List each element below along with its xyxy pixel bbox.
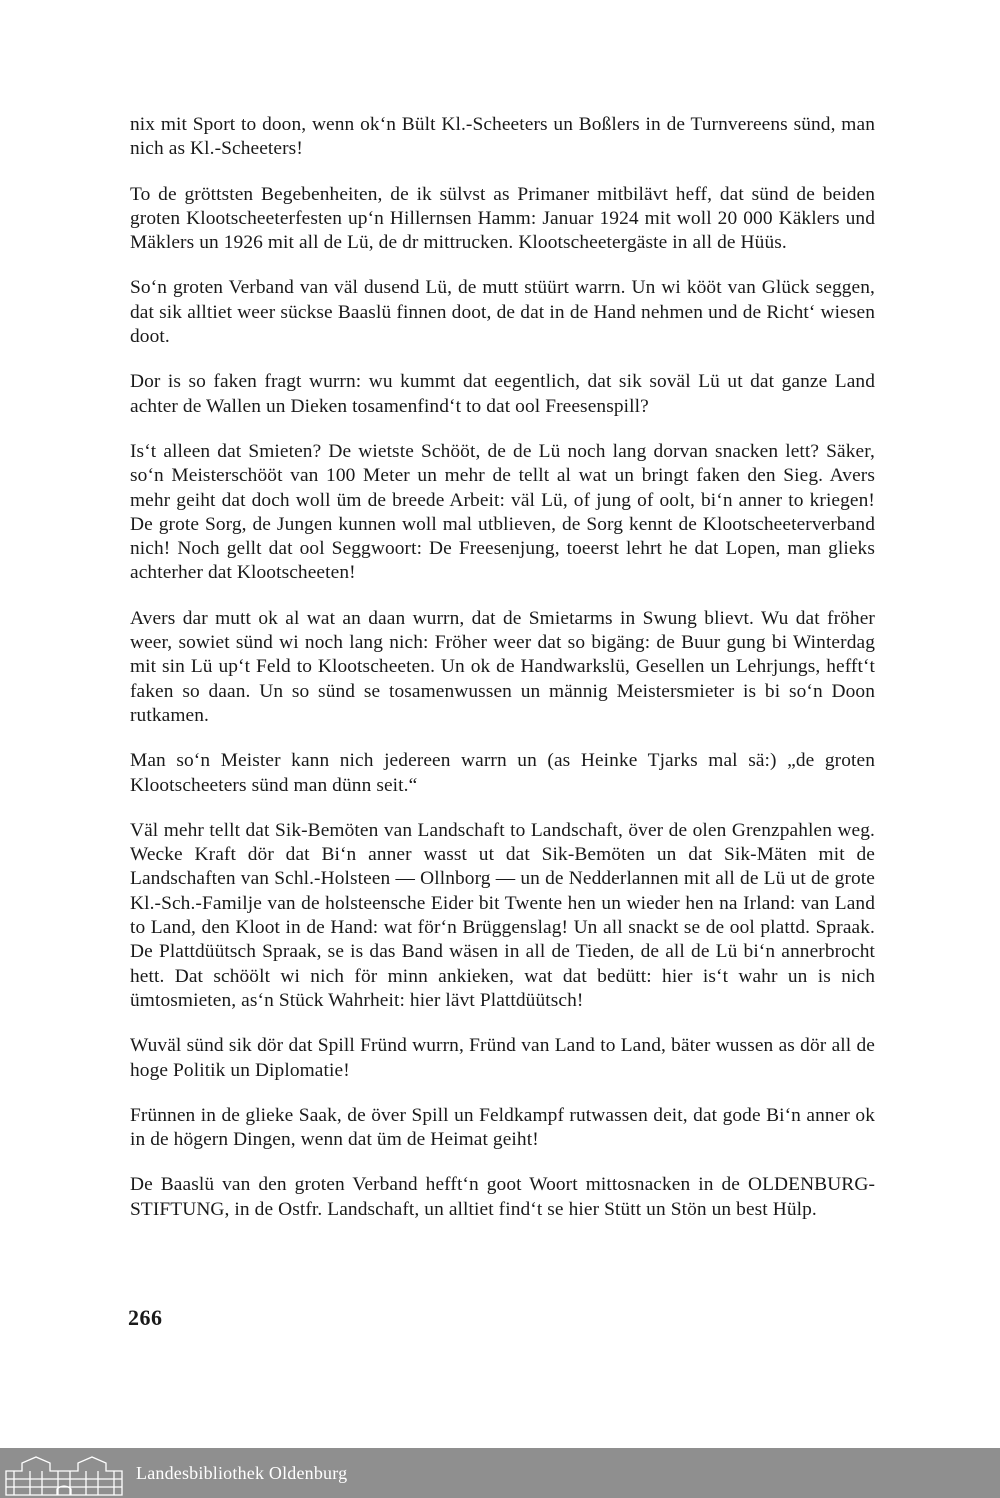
- paragraph: De Baaslü van den groten Verband hefft‘n goot Woort mittosnacken in de OLDENBURG-STIFTUNG, in de Ostfr. Landschaft, un alltiet find‘t se hier Stütt un Stön un best Hülp.: [130, 1174, 875, 1220]
- paragraph: Man so‘n Meister kann nich jedereen warrn un (as Heinke Tjarks mal sä:) „de groten Klootscheeters sünd man dünn seit.“: [130, 750, 875, 796]
- paragraph: Is‘t alleen dat Smieten? De wietste Schööt, de de Lü noch lang dorvan snacken lett? Säker, so‘n Meisterschööt van 100 Meter un mehr de tellt al wat un bringt faken den Sieg. Avers mehr geiht dat doch woll üm de breede Arbeit: väl Lü, of jung of oolt, bi‘n anner to kriegen! De grote Sorg, de Jungen kunnen woll mal utblieven, de Sorg kennt de Klootscheeterverband nich! Noch gellt dat ool Seggwoort: De Freesenjung, toeerst lehrt he dat Lopen, man glieks achterher dat Klootscheeten!: [130, 440, 875, 584]
- paragraph: Väl mehr tellt dat Sik-Bemöten van Landschaft to Landschaft, över de olen Grenzpahlen weg. Wecke Kraft dör dat Bi‘n anner wasst ut dat Sik-Bemöten un dat Sik-Mäten mit de Landschaften van Schl.-Holsteen — Ollnborg — un de Nedderlannen mit all de Lü ut de grote Kl.-Sch.-Familje van de holsteensche Eider bit Twente hen un wieder hen na Irland: van Land to Land, den Kloot in de Hand: wat för‘n Brüggenslag! Un all snackt se de ool plattd. Spraak. De Plattdüütsch Spraak, se is das Band wäsen in all de Tieden, de all de Lü bi‘n annerbrocht hett. Dat schöölt wi nich för minn ankieken, wat dat bedütt: hier is‘t wahr un is nich ümtosmieten, as‘n Stück Wahrheit: hier lävt Plattdüütsch!: [130, 819, 875, 1011]
- paragraph: Dor is so faken fragt wurrn: wu kummt dat eegentlich, dat sik soväl Lü ut dat ganze Land achter de Wallen un Dieken tosamenfind‘t to dat ool Freesenspill?: [130, 371, 875, 417]
- paragraph: Frünnen in de glieke Saak, de över Spill un Feldkampf rutwassen deit, dat gode Bi‘n anner ok in de högern Dingen, wenn dat üm de Heimat geiht!: [130, 1104, 875, 1151]
- paragraph: Wuväl sünd sik dör dat Spill Fründ wurrn, Fründ van Land to Land, bäter wussen as dör all de hoge Politik un Diplomatie!: [130, 1035, 875, 1081]
- paragraph: To de gröttsten Begebenheiten, de ik sülvst as Primaner mitbilävt heff, dat sünd de beiden groten Klootscheeterfesten up‘n Hillernsen Hamm: Januar 1924 mit woll 20 000 Käklers und Mäklers un 1926 mit all de Lü, de dr mittrucken. Klootscheetergäste in all de Hüüs.: [130, 183, 875, 254]
- footer-bar: [0, 1448, 1000, 1498]
- page-body: [130, 113, 875, 1243]
- page-number: 266: [128, 1305, 163, 1330]
- footer-library-name: Landesbibliothek Oldenburg: [136, 1462, 348, 1483]
- library-building-icon: [2, 1453, 126, 1497]
- paragraph: So‘n groten Verband van väl dusend Lü, de mutt stüürt warrn. Un wi kööt van Glück seggen, dat sik alltiet weer sückse Baaslü finnen doot, de dat in de Hand nehmen und de Richt‘ wiesen doot.: [130, 277, 875, 348]
- paragraph: Avers dar mutt ok al wat an daan wurrn, dat de Smietarms in Swung blievt. Wu dat fröher weer, sowiet sünd wi noch lang nich: Fröher weer dat so bigäng: de Buur gung bi Winterdag mit sin Lü up‘t Feld to Klootscheeten. Un ok de Handwarkslü, Gesellen un Lehrjungs, hefft‘t faken so daan. Un so sünd se tosamenwussen un männig Meistersmieter is bi so‘n Doon rutkamen.: [130, 607, 875, 726]
- paragraph: nix mit Sport to doon, wenn ok‘n Bült Kl.-Scheeters un Boßlers in de Turnvereens sünd, man nich as Kl.-Scheeters!: [130, 114, 875, 160]
